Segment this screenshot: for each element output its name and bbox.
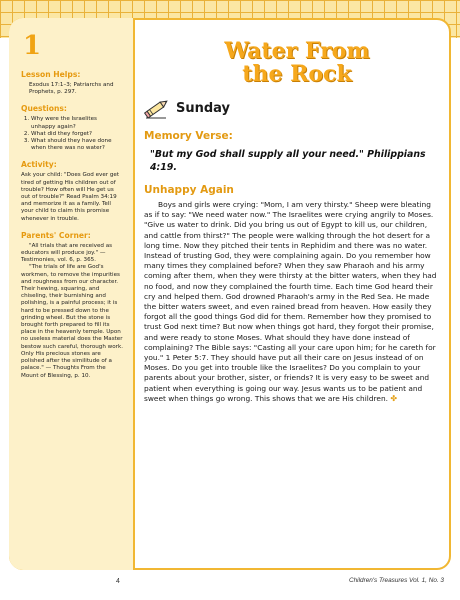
story-body xyxy=(144,200,440,404)
story-heading: Unhappy Again xyxy=(144,184,234,196)
parents-corner-quote-1: "All trials that are received as educators will produce joy." — Testimonies, vol. 6, p. 365. xyxy=(21,242,113,264)
activity-heading: Activity: xyxy=(21,160,57,170)
questions-list xyxy=(21,116,123,152)
pencil-icon xyxy=(144,96,170,120)
activity-text: Ask your child: "Does God ever get tired of getting His children out of trouble? How often will He get us out of trouble?" Read Psalm 34:19 and memorize it as a family. Tell your child to claim this promise whenever in trouble. xyxy=(21,172,120,222)
question-item: 2. What did they forget? xyxy=(31,131,123,138)
questions-heading: Questions: xyxy=(21,104,67,114)
lesson-number: 1 xyxy=(23,31,42,61)
sidebar xyxy=(9,18,135,570)
day-header xyxy=(144,94,440,122)
publication-footer: Children's Treasures Vol. 1, No. 3 xyxy=(349,577,444,584)
end-mark-icon: ✤ xyxy=(390,393,398,403)
page-number: 4 xyxy=(116,578,120,585)
memory-verse-heading: Memory Verse: xyxy=(144,130,233,142)
lesson-title xyxy=(154,40,440,86)
story-text: Boys and girls were crying: "Mom, I am very thirsty." Sheep were bleating as if to say: "We need water now." The Israelites were crying angrily to Moses. "Give us water to drink. Did you bring us out of Egypt to kill us, our children, and cattle from thirst?" The people were walking through the hot desert for a long time. Now they pitched their tents in Rephidim and there was no water. Instead of trusting God, they were complaining again. Do you remember how many times they complained before? When they saw Pharaoh and his army coming after them, when they were thirsty at the bitter waters, when they had no food, and now they complained the fourth time. Each time God heard their cry and helped them. God drowned Pharaoh's army in the Red Sea. He made the bitter waters sweet, and even rained bread from heaven. How easily they forgot all the good things God did for them. Remember how they promised to trust God next time? But now when things got hard, they forgot their promise, and were ready to stone Moses. What should they have done instead of complaining? The Bible says: "Casting all your care upon him; for he careth for you." 1 Peter 5:7. They should have put all their care on Jesus instead of on Moses. Do you get into trouble like the Israelites? Do you complain to your parents about your brother, sister, or friends? It is very easy to be sweet and patient when everything is going our way. Jesus wants us to be patient and sweet when things go wrong. This shows that we are His children. xyxy=(144,200,437,403)
question-item: 3. What should they have done when there was no water? xyxy=(31,138,123,152)
lesson-helps-heading: Lesson Helps: xyxy=(21,70,81,79)
question-item: 1. Why were the Israelites unhappy again? xyxy=(31,116,123,130)
parents-corner-quote-2: "The trials of life are God's workmen, to remove the impurities and roughness from our character. Their hewing, squaring, and chiseling, their burnishing and polishing, is a painful process; it is hard to be pressed down to the grinding wheel. But the stone is brought forth prepared to fill its place in the heavenly temple. Upon no useless material does the Master bestow such careful, thorough work. Only His precious stones are polished after the similitude of a palace." — Thoughts From the Mount of Blessing, p. 10. xyxy=(21,264,123,379)
main-content xyxy=(144,40,440,404)
parents-corner-heading: Parents' Corner: xyxy=(21,230,91,240)
lesson-title-line-2: the Rock xyxy=(242,61,352,87)
lesson-helps-text: Exodus 17:1–3; Patriarchs and Prophets, p. 297. xyxy=(29,82,114,96)
day-label: Sunday xyxy=(176,100,231,116)
lesson-title-line-1: Water From xyxy=(224,38,370,64)
memory-verse-text: "But my God shall supply all your need." Philippians 4:19. xyxy=(150,149,426,173)
